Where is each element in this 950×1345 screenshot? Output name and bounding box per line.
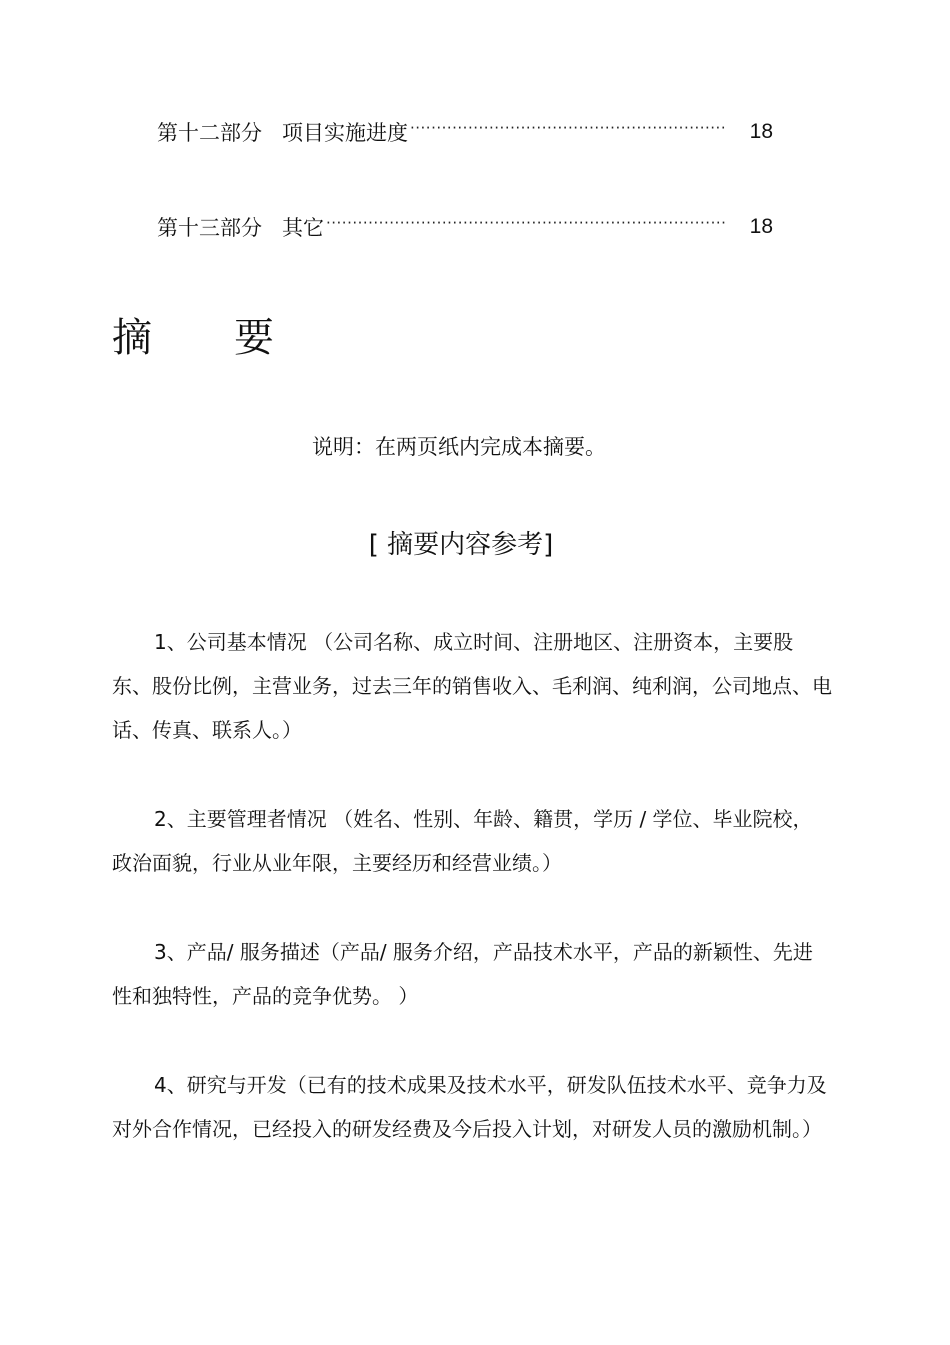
- toc-entry-part-12[interactable]: [157, 117, 773, 147]
- toc-leader-dots: [410, 117, 727, 147]
- summary-item-management: 2、主要管理者情况 （姓名、性别、年龄、籍贯，学历 / 学位、毕业院校，政治面貌，行业从业年限，主要经历和经营业绩。）: [112, 807, 813, 875]
- summary-item-rnd: 4、研究与开发（已有的技术成果及技术水平，研发队伍技术水平、竞争力及对外合作情况，已经投入的研发经费及今后投入计划，对研发人员的激励机制。）: [112, 1073, 827, 1141]
- toc-title: 项目实施进度: [282, 121, 408, 145]
- section-heading: 摘要: [112, 315, 356, 361]
- instruction-note: 说明：在两页纸内完成本摘要。: [312, 435, 606, 459]
- summary-item-product: 3、产品/ 服务描述（产品/ 服务介绍，产品技术水平，产品的新颖性、先进性和独特性，产品的竞争优势。 ）: [112, 940, 813, 1008]
- toc-page-number: 18: [749, 120, 773, 143]
- toc-entry-part-13[interactable]: [157, 212, 773, 242]
- toc-leader-dots: [326, 212, 727, 242]
- summary-item-company: 1、公司基本情况 （公司名称、成立时间、注册地区、注册资本，主要股东、股份比例，主营业务，过去三年的销售收入、毛利润、纯利润，公司地点、电话、传真、联系人。）: [112, 630, 832, 742]
- toc-part-label: 第十二部分: [157, 121, 262, 145]
- toc-title: 其它: [282, 216, 324, 240]
- reference-subheading: [ 摘要内容参考]: [368, 530, 554, 560]
- toc-part-label: 第十三部分: [157, 216, 262, 240]
- toc-page-number: 18: [749, 215, 773, 238]
